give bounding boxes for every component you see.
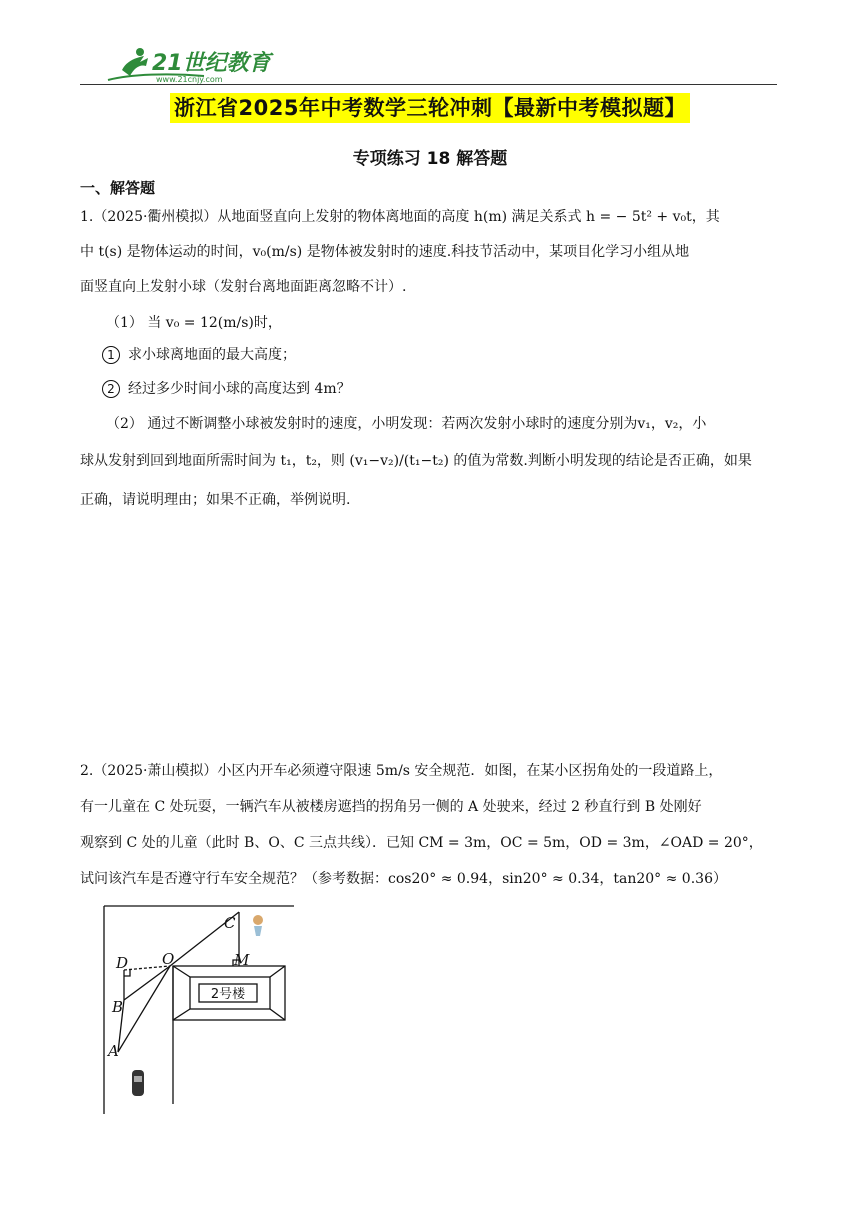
svg-text:www.21cnjy.com: www.21cnjy.com [156, 75, 223, 84]
svg-text:21世纪教育: 21世纪教育 [152, 51, 271, 76]
label-a: A [108, 1042, 119, 1060]
document-subtitle: 专项练习 18 解答题 [352, 149, 508, 169]
building-label: 2号楼 [210, 987, 246, 1002]
section-heading: 一、解答题 [80, 179, 156, 197]
geometry-figure [98, 904, 298, 1116]
q1-text-line-2: 中 t(s) 是物体运动的时间，v₀(m/s) 是物体被发射时的速度.科技节活动中，某项目化学习小组从地 [80, 244, 690, 260]
q1-part-2-line-3: 正确，请说明理由；如果不正确，举例说明. [80, 492, 351, 508]
site-logo [100, 40, 300, 88]
circled-number-1: 1 [102, 346, 120, 364]
q1-part-1: （1） 当 v₀ = 12(m/s)时， [106, 315, 282, 331]
circled-number-2: 2 [102, 380, 120, 398]
label-c: C [224, 914, 236, 932]
label-o: O [162, 950, 175, 968]
q1-part-2-line-1: （2） 通过不断调整小球被发射时的速度，小明发现：若两次发射小球时的速度分别为v₁，v₂，小 [106, 416, 707, 432]
label-m: M [234, 951, 250, 969]
q1-part-1b: 2 经过多少时间小球的高度达到 4m？ [102, 378, 802, 398]
label-b: B [112, 998, 124, 1016]
label-d: D [116, 954, 129, 972]
q1-text-line-3: 面竖直向上发射小球（发射台离地面距离忽略不计）. [80, 279, 407, 295]
q1-text-line-1: 1.（2025·衢州模拟）从地面竖直向上发射的物体离地面的高度 h(m) 满足关系式 h = − 5t² + v₀t，其 [80, 209, 720, 225]
document-title: 浙江省2025年中考数学三轮冲刺【最新中考模拟题】 [0, 92, 860, 122]
q1-part-1a: 1 求小球离地面的最大高度； [102, 344, 802, 364]
q1-part-2-line-2: 球从发射到回到地面所需时间为 t₁，t₂，则 (v₁−v₂)/(t₁−t₂) 的值为常数.判断小明发现的结论是否正确，如果 [80, 453, 752, 469]
q2-text-line-1: 2.（2025·萧山模拟）小区内开车必须遵守限速 5m/s 安全规范．如图，在某小区拐角处的一段道路上， [80, 763, 723, 779]
q2-text-line-3: 观察到 C 处的儿童（此时 B、O、C 三点共线）．已知 CM = 3m，OC = 5m，OD = 3m，∠OAD = 20°， [80, 835, 763, 851]
header-divider [80, 84, 777, 85]
q2-text-line-2: 有一儿童在 C 处玩耍，一辆汽车从被楼房遮挡的拐角另一侧的 A 处驶来，经过 2 秒直行到 B 处刚好 [80, 799, 702, 815]
q2-text-line-4: 试问该汽车是否遵守行车安全规范？（参考数据：cos20° ≈ 0.94，sin20° ≈ 0.34，tan20° ≈ 0.36） [80, 871, 727, 887]
